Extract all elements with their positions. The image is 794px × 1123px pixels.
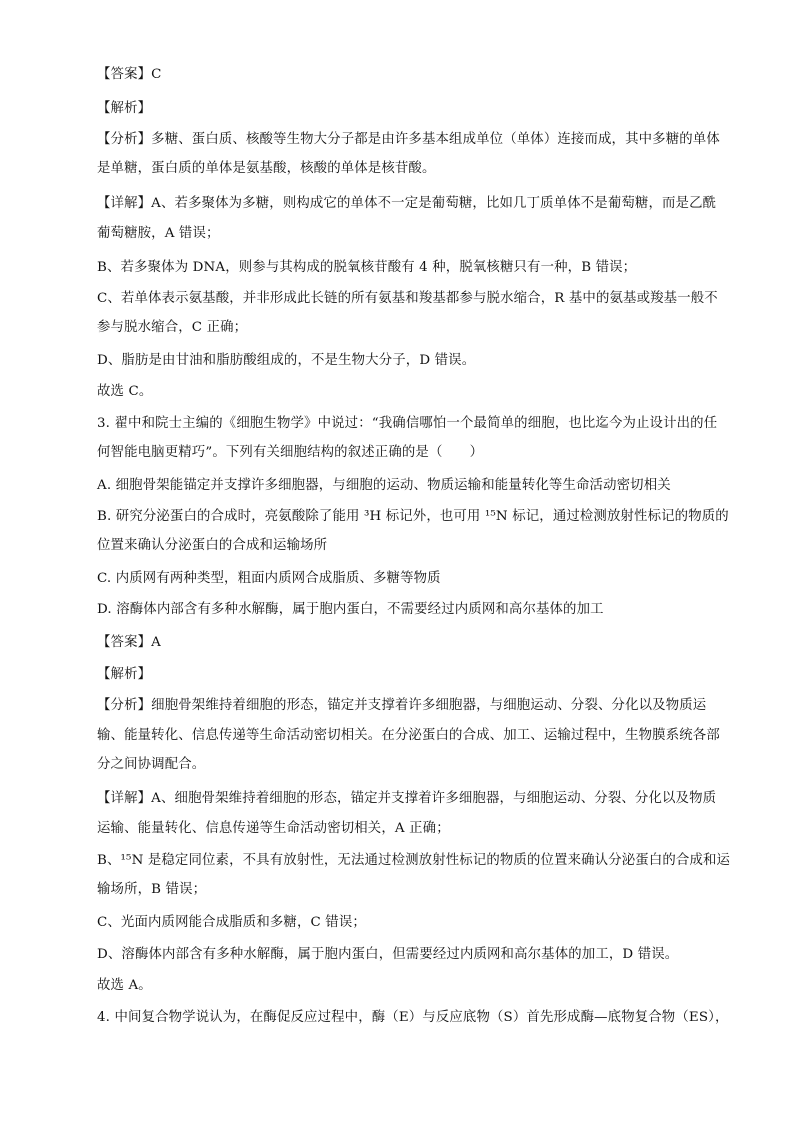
detail-text: 参与脱水缩合，C 正确； [97,320,248,335]
detail-text: 输场所，B 错误； [97,882,207,897]
analysis-text: 输、能量转化、信息传递等生命活动密切相关。在分泌蛋白的合成、加工、运输过程中，生物膜系统各部 [97,728,720,743]
question-4-stem: 4. 中间复合物学说认为，在酶促反应过程中，酶（E）与反应底物（S）首先形成酶—底物复合物（ES）， [97,1010,729,1025]
detail-text: 运输、能量转化、信息传递等生命活动密切相关，A 正确； [97,821,450,836]
detail-text: D、脂肪是由甘油和脂肪酸组成的，不是生物大分子，D 错误。 [97,353,476,368]
answer-label-q2: 【答案】C [97,67,162,82]
analysis-text: 【分析】多糖、蛋白质、核酸等生物大分子都是由许多基本组成单位（单体）连接而成，其中多糖的单体 [97,132,720,147]
analysis-text: 分之间协调配合。 [97,757,206,772]
detail-text: 【详解】A、若多聚体为多糖，则构成它的单体不一定是葡萄糖，比如几丁质单体不是葡萄糖，而是乙酰 [97,196,717,211]
conclusion-text: 故选 A。 [97,978,152,993]
detail-text: D、溶酶体内部含有多种水解酶，属于胞内蛋白，但需要经过内质网和高尔基体的加工，D 错误。 [97,947,679,962]
option-c: C. 内质网有两种类型，粗面内质网合成脂质、多糖等物质 [97,571,441,586]
option-d: D. 溶酶体内部含有多种水解酶，属于胞内蛋白，不需要经过内质网和高尔基体的加工 [97,602,604,617]
option-b: 位置来确认分泌蛋白的合成和运输场所 [97,538,328,553]
detail-text: B、若多聚体为 DNA，则参与其构成的脱氧核苷酸有 4 种，脱氧核糖只有一种，B 错误； [97,260,637,275]
detail-text: C、光面内质网能合成脂质和多糖，C 错误； [97,915,366,930]
question-3-stem: 3. 翟中和院士主编的《细胞生物学》中说过：“我确信哪怕一个最简单的细胞，也比迄今为止设计出的任 [97,416,718,431]
question-3-stem: 何智能电脑更精巧”。下列有关细胞结构的叙述正确的是（ ） [97,445,484,460]
option-a: A. 细胞骨架能锚定并支撑许多细胞器，与细胞的运动、物质运输和能量转化等生命活动密切相关 [97,478,671,493]
analysis-heading-q3: 【解析】 [97,667,152,682]
detail-text: 【详解】A、细胞骨架维持着细胞的形态，锚定并支撑着许多细胞器，与细胞运动、分裂、分化以及物质 [97,791,717,806]
conclusion-text: 故选 C。 [97,384,153,399]
analysis-text: 是单糖，蛋白质的单体是氨基酸，核酸的单体是核苷酸。 [97,161,436,176]
detail-text: B、¹⁵N 是稳定同位素，不具有放射性，无法通过检测放射性标记的物质的位置来确认分泌蛋白的合成和运 [97,853,731,868]
analysis-text: 【分析】细胞骨架维持着细胞的形态，锚定并支撑着许多细胞器，与细胞运动、分裂、分化以及物质运 [97,698,707,713]
detail-text: 葡萄糖胺，A 错误； [97,226,220,241]
analysis-heading-q2: 【解析】 [97,101,152,116]
detail-text: C、若单体表示氨基酸，并非形成此长链的所有氨基和羧基都参与脱水缩合，R 基中的氨基或羧基一般不 [97,291,718,306]
option-b: B. 研究分泌蛋白的合成时，亮氨酸除了能用 ³H 标记外，也可用 ¹⁵N 标记，通过检测放射性标记的物质的 [97,509,729,524]
answer-label-q3: 【答案】A [97,635,161,650]
